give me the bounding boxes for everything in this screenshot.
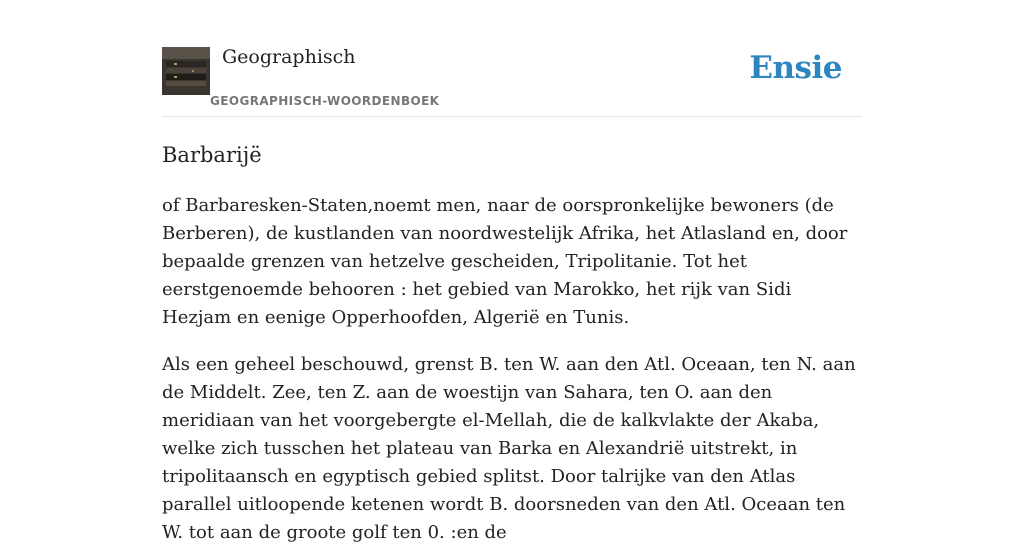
entry-content <box>162 140 862 547</box>
entry-title: Barbarijë <box>162 143 262 167</box>
books-icon <box>162 47 210 95</box>
book-title[interactable]: Geographisch <box>222 46 356 68</box>
header <box>162 0 862 117</box>
ensie-logo[interactable]: Ensie <box>749 50 842 86</box>
entry-paragraph: Als een geheel beschouwd, grenst B. ten W. aan den Atl. Oceaan, ten N. aan de Middelt. Zee, ten Z. aan de woestijn van Sahara, ten O. aan den meridiaan van het voorgebergte el-Mellah, die de kalkvlakte der Akaba, welke zich tusschen het plateau van Barka en Alexandrië uitstrekt, in tripolitaansch en egyptisch gebied splitst. Door talrijke van den Atlas parallel uitloopende ketenen wordt B. doorsneden van den Atl. Oceaan ten W. tot aan de groote golf ten 0. :en de <box>162 354 856 543</box>
entry-paragraph: of Barbaresken-Staten,noemt men, naar de oorspronkelijke bewoners (de Berberen), de kustlanden van noordwestelijk Afrika, het Atlasland en, door bepaalde grenzen van hetzelve gescheiden, Tripolitanie. Tot het eerstgenoemde behooren : het gebied van Marokko, het rijk van Sidi Hezjam en eenige Opperhoofden, Algerië en Tunis. <box>162 195 848 328</box>
book-subtitle[interactable]: GEOGRAPHISCH-WOORDENBOEK <box>210 94 440 108</box>
book-avatar[interactable] <box>162 47 210 95</box>
